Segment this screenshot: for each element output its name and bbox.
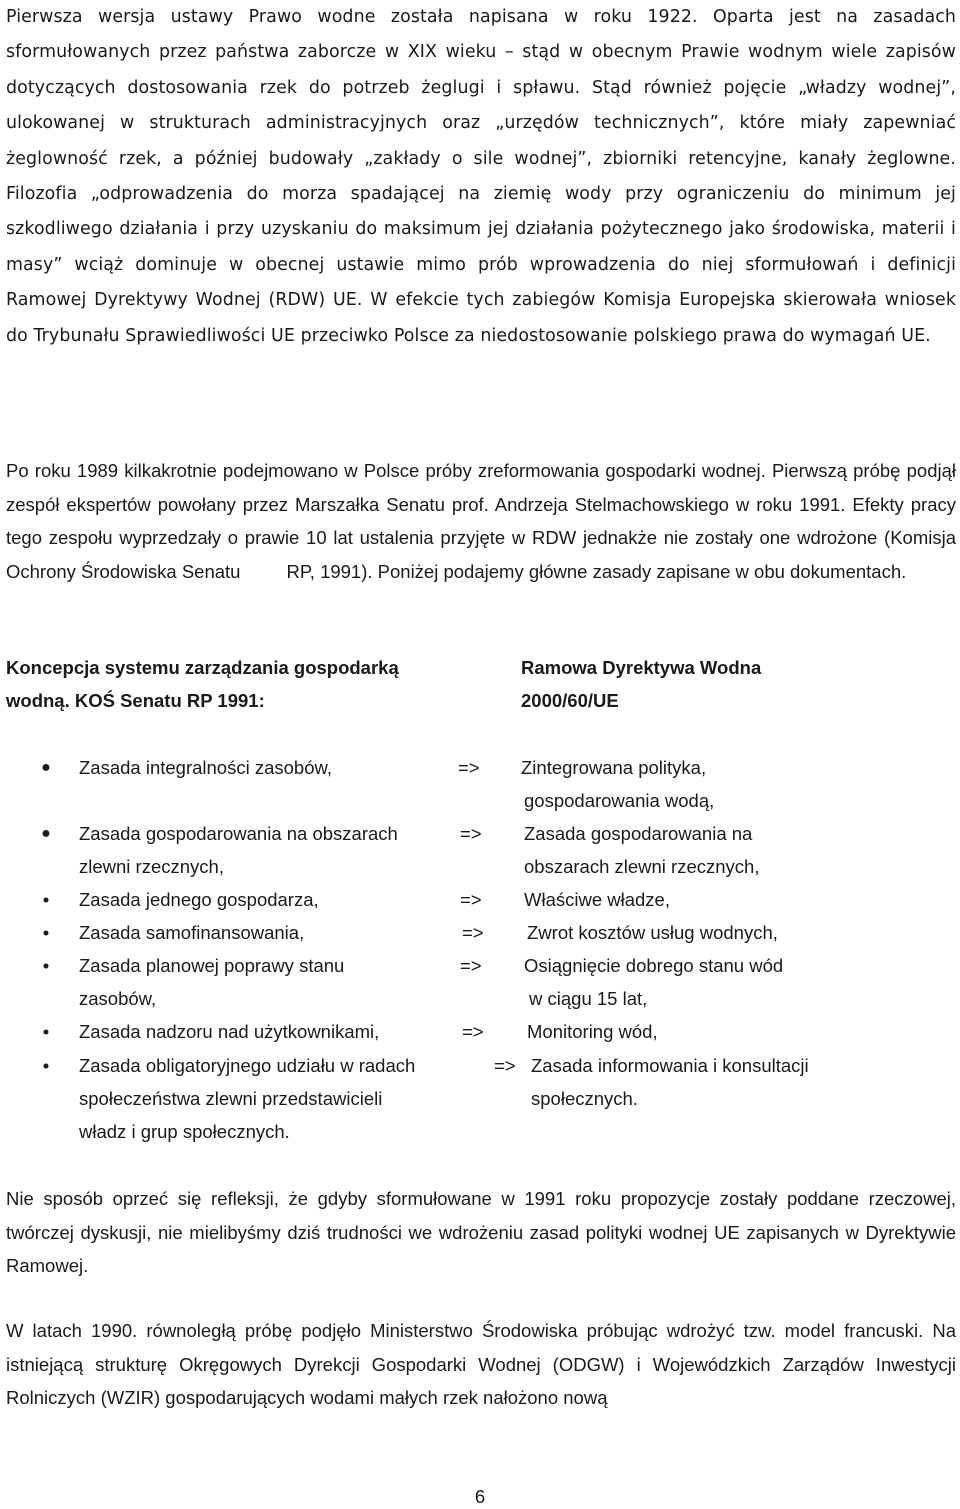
principle-row [0, 1015, 960, 1048]
arrow-icon: => [460, 955, 482, 976]
principle-row [0, 784, 960, 817]
paragraph-reform-text-cont: RP, 1991). Poniżej podajemy główne zasady zapisane w obu dokumentach. [286, 560, 907, 582]
principles-comparison-list [0, 751, 960, 1151]
heading-kos-concept [6, 651, 446, 717]
principle-row [0, 751, 960, 784]
paragraph-reform-text: Po roku 1989 kilkakrotnie podejmowano w Polsce próby zreformowania gospodarki wodnej. Pierwszą próbę podjął zespół ekspertów powołany przez Marszałka Senatu prof. Andrzeja Stelmachowskiego w roku 1991. Efekty pracy tego zespołu wyprzedzały o prawie 10 lat ustalenia przyjęte w RDW jednakże nie zostały one wdrożone (Komisja Ochrony Środowiska Senatu [6, 460, 956, 582]
principle-row [0, 817, 960, 850]
bullet-icon: ● [41, 825, 51, 842]
rdw-principle-text: Właściwe władze, [524, 889, 670, 910]
bullet-icon: • [42, 955, 50, 976]
rdw-principle-text: gospodarowania wodą, [524, 790, 715, 811]
paragraph-reflection: Nie sposób oprzeć się refleksji, że gdyby sformułowane w 1991 roku propozycje zostały poddane rzeczowej, twórczej dyskusji, nie mielibyśmy dziś trudności we wdrożeniu zasad polityki wodnej UE zapisanych w Dyrektywie Ramowej. [6, 1188, 956, 1276]
rdw-principle-text: Zasada gospodarowania na [524, 823, 753, 844]
heading-rdw-line1: Ramowa Dyrektywa Wodna [521, 657, 762, 678]
bullet-icon: • [42, 1055, 50, 1076]
kos-principle-text: władz i grup społecznych. [79, 1121, 290, 1142]
rdw-principle-text: Zintegrowana polityka, [521, 757, 707, 778]
bullet-icon: • [42, 922, 50, 943]
bullet-icon: • [42, 1021, 50, 1042]
paragraph-reform-attempts [6, 454, 956, 588]
kos-principle-text: Zasada nadzoru nad użytkownikami, [79, 1021, 380, 1042]
arrow-icon: => [462, 922, 484, 943]
paragraph-water-law-history: Pierwsza wersja ustawy Prawo wodne została napisana w roku 1922. Oparta jest na zasadach sformułowanych przez państwa zaborcze w XIX wieku – stąd w obecnym Prawie wodnym wiele zapisów dotyczących dostosowania rzek do potrzeb żeglugi i spławu. Stąd również pojęcie „władzy wodnej”, ulokowanej w strukturach administracyjnych oraz „urzędów technicznych”, które miały zapewniać żeglowność rzek, a później budowały „zakłady o sile wodnej”, zbiorniki retencyjne, kanały żeglowne. Filozofia „odprowadzenia do morza spadającej na ziemię wody przy ograniczeniu do minimum jej szkodliwego działania i przy uzyskaniu do maksimum jej działania pożytecznego jako środowiska, materii i masy” wciąż dominuje w obecnej ustawie mimo prób wprowadzenia do niej sformułowań i definicji Ramowej Dyrektywy Wodnej (RDW) UE. W efekcie tych zabiegów Komisja Europejska skierowała wniosek do Trybunału Sprawiedliwości UE przeciwko Polsce za niedostosowanie polskiego prawa do wymagań UE. [6, 7, 956, 346]
rdw-principle-text: Zwrot kosztów usług wodnych, [527, 922, 778, 943]
rdw-principle-text: Zasada informowania i konsultacji [531, 1055, 809, 1076]
heading-rdw [521, 651, 821, 717]
rdw-principle-text: w ciągu 15 lat, [529, 988, 648, 1009]
kos-principle-text: Zasada planowej poprawy stanu [79, 955, 345, 976]
kos-principle-text: Zasada samofinansowania, [79, 922, 305, 943]
principle-row [0, 1049, 960, 1082]
heading-rdw-line2: 2000/60/UE [521, 690, 619, 711]
kos-principle-text: Zasada jednego gospodarza, [79, 889, 319, 910]
principle-row [0, 883, 960, 916]
arrow-icon: => [462, 1021, 484, 1042]
heading-kos-line2: wodną. KOŚ Senatu RP 1991: [6, 690, 265, 711]
bullet-icon: • [42, 889, 50, 910]
rdw-principle-text: obszarach zlewni rzecznych, [524, 856, 760, 877]
paragraph-french-model: W latach 1990. równoległą próbę podjęło Ministerstwo Środowiska próbując wdrożyć tzw. model francuski. Na istniejącą strukturę Okręgowych Dyrekcji Gospodarki Wodnej (ODGW) i Wojewódzkich Zarządów Inwestycji Rolniczych (WZIR) gospodarujących wodami małych rzek nałożono nową [6, 1320, 956, 1408]
page-number: 6 [474, 1486, 486, 1507]
rdw-principle-text: Osiągnięcie dobrego stanu wód [524, 955, 784, 976]
rdw-principle-text: Monitoring wód, [527, 1021, 658, 1042]
arrow-icon: => [494, 1055, 516, 1076]
arrow-icon: => [460, 889, 482, 910]
kos-principle-text: Zasada gospodarowania na obszarach [79, 823, 398, 844]
kos-principle-text: Zasada integralności zasobów, [79, 757, 332, 778]
rdw-principle-text: społecznych. [531, 1088, 638, 1109]
kos-principle-text: zasobów, [79, 988, 157, 1009]
kos-principle-text: społeczeństwa zlewni przedstawicieli [79, 1088, 383, 1109]
principle-row [0, 850, 960, 883]
heading-kos-line1: Koncepcja systemu zarządzania gospodarką [6, 657, 399, 678]
arrow-icon: => [458, 757, 480, 778]
principle-row [0, 1115, 960, 1148]
kos-principle-text: zlewni rzecznych, [79, 856, 224, 877]
principle-row [0, 982, 960, 1015]
principle-row [0, 916, 960, 949]
bullet-icon: ● [41, 759, 51, 776]
principle-row [0, 949, 960, 982]
principle-row [0, 1082, 960, 1115]
kos-principle-text: Zasada obligatoryjnego udziału w radach [79, 1055, 416, 1076]
arrow-icon: => [460, 823, 482, 844]
